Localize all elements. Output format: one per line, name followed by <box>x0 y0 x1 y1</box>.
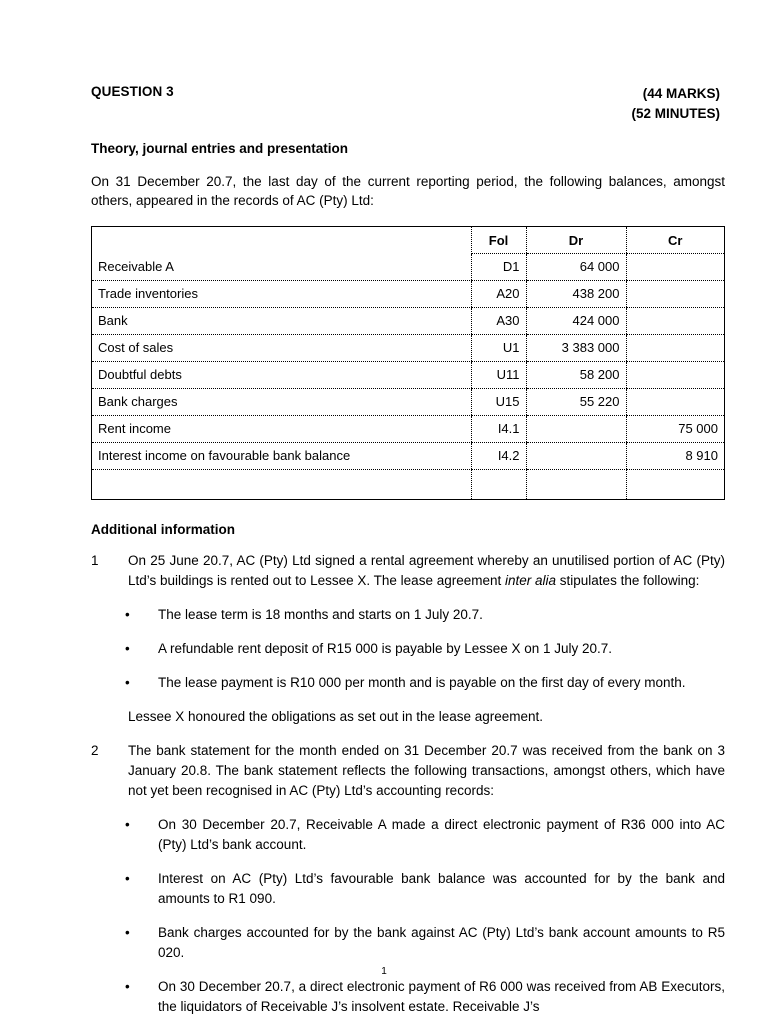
bullet-icon: • <box>125 978 130 994</box>
minutes-label: (52 MINUTES) <box>631 105 720 121</box>
cell-cr <box>626 253 724 280</box>
list-item <box>91 815 725 855</box>
cell-fol: U11 <box>471 361 526 388</box>
cell-fol: I4.2 <box>471 442 526 469</box>
numbered-item-2 <box>91 741 725 801</box>
cell-dr: 3 383 000 <box>526 334 626 361</box>
balances-table-wrapper <box>91 226 725 500</box>
marks-block <box>631 84 725 124</box>
cell-cr <box>626 307 724 334</box>
page-number: 1 <box>381 966 387 977</box>
list-item <box>91 869 725 909</box>
question-title: QUESTION 3 <box>91 84 174 99</box>
table-row <box>92 415 724 442</box>
list-item <box>91 639 725 659</box>
bullet-icon: • <box>125 924 130 940</box>
table-row <box>92 361 724 388</box>
list-item <box>91 923 725 963</box>
bullet-icon: • <box>125 816 130 832</box>
cell-cr <box>626 334 724 361</box>
column-header-description <box>92 227 471 253</box>
cell-fol <box>471 469 526 499</box>
table-row <box>92 307 724 334</box>
bullet-icon: • <box>125 607 130 623</box>
cell-dr <box>526 469 626 499</box>
list-item-text: The lease term is 18 months and starts on 1 July 20.7. <box>158 607 483 623</box>
table-row <box>92 280 724 307</box>
cell-description: Trade inventories <box>92 280 471 307</box>
cell-fol: I4.1 <box>471 415 526 442</box>
column-header-dr: Dr <box>526 227 626 253</box>
cell-description: Rent income <box>92 415 471 442</box>
balances-table <box>92 227 724 499</box>
page-footer <box>0 966 768 977</box>
item-number: 1 <box>91 553 99 569</box>
cell-dr: 424 000 <box>526 307 626 334</box>
additional-information-title: Additional information <box>91 522 235 538</box>
cell-dr: 438 200 <box>526 280 626 307</box>
cell-description: Receivable A <box>92 253 471 280</box>
cell-cr <box>626 388 724 415</box>
cell-description <box>92 469 471 499</box>
table-row <box>92 442 724 469</box>
column-header-cr: Cr <box>626 227 724 253</box>
list-item <box>91 605 725 625</box>
cell-dr <box>526 415 626 442</box>
list-item-text: On 30 December 20.7, a direct electronic payment of R6 000 was received from AB Executors, the liquidators of Receivable J’s insolvent estate. Receivable J’s <box>158 978 725 1014</box>
bullet-icon: • <box>125 870 130 886</box>
cell-fol: U1 <box>471 334 526 361</box>
item-text-part2: stipulates the following: <box>556 573 700 589</box>
cell-fol: A30 <box>471 307 526 334</box>
cell-dr: 64 000 <box>526 253 626 280</box>
bullet-icon: • <box>125 641 130 657</box>
cell-fol: U15 <box>471 388 526 415</box>
cell-description: Doubtful debts <box>92 361 471 388</box>
section-subtitle: Theory, journal entries and presentation <box>91 140 349 156</box>
table-row <box>92 388 724 415</box>
bullet-list-1 <box>91 605 725 693</box>
cell-description: Bank <box>92 307 471 334</box>
table-header-row <box>92 227 724 253</box>
list-item <box>91 977 725 1017</box>
cell-description: Bank charges <box>92 388 471 415</box>
table-row <box>92 253 724 280</box>
page-header <box>91 84 725 124</box>
numbered-item-1 <box>91 551 725 591</box>
cell-dr: 55 220 <box>526 388 626 415</box>
list-item-text: A refundable rent deposit of R15 000 is payable by Lessee X on 1 July 20.7. <box>158 641 613 657</box>
item-text-part1: On 25 June 20.7, AC (Pty) Ltd signed a rental agreement whereby an unutilised portion of AC (Pty) Ltd’s buildings is rented out to Lessee X. The lease agreement <box>128 553 725 589</box>
item-1-trailing-text: Lessee X honoured the obligations as set out in the lease agreement. <box>128 709 544 725</box>
cell-description: Interest income on favourable bank balance <box>92 442 471 469</box>
table-row <box>92 334 724 361</box>
cell-dr: 58 200 <box>526 361 626 388</box>
cell-fol: D1 <box>471 253 526 280</box>
cell-cr <box>626 361 724 388</box>
list-item-text: On 30 December 20.7, Receivable A made a direct electronic payment of R36 000 into AC (Pty) Ltd’s bank account. <box>158 816 725 852</box>
column-header-fol: Fol <box>471 227 526 253</box>
list-item-text: Bank charges accounted for by the bank against AC (Pty) Ltd’s bank account amounts to R5 020. <box>158 924 725 960</box>
cell-fol: A20 <box>471 280 526 307</box>
cell-cr <box>626 280 724 307</box>
item-text: The bank statement for the month ended on 31 December 20.7 was received from the bank on 3 January 20.8. The bank statement reflects the following transactions, amongst others, which have not yet been recognised in AC (Pty) Ltd’s accounting records: <box>128 743 725 798</box>
table-row-blank <box>92 469 724 499</box>
item-text <box>128 551 725 591</box>
item-text-italic: inter alia <box>505 573 557 589</box>
bullet-list-2 <box>91 815 725 1017</box>
cell-cr: 75 000 <box>626 415 724 442</box>
cell-dr <box>526 442 626 469</box>
cell-cr: 8 910 <box>626 442 724 469</box>
bullet-icon: • <box>125 675 130 691</box>
list-item <box>91 673 725 693</box>
item-number: 2 <box>91 743 99 759</box>
list-item-text: Interest on AC (Pty) Ltd’s favourable bank balance was accounted for by the bank and amounts to R1 090. <box>158 870 725 906</box>
cell-description: Cost of sales <box>92 334 471 361</box>
intro-paragraph: On 31 December 20.7, the last day of the current reporting period, the following balances, amongst others, appeared in the records of AC (Pty) Ltd: <box>91 173 725 209</box>
marks-label: (44 MARKS) <box>642 86 720 101</box>
list-item-text: The lease payment is R10 000 per month and is payable on the first day of every month. <box>158 675 686 691</box>
cell-cr <box>626 469 724 499</box>
